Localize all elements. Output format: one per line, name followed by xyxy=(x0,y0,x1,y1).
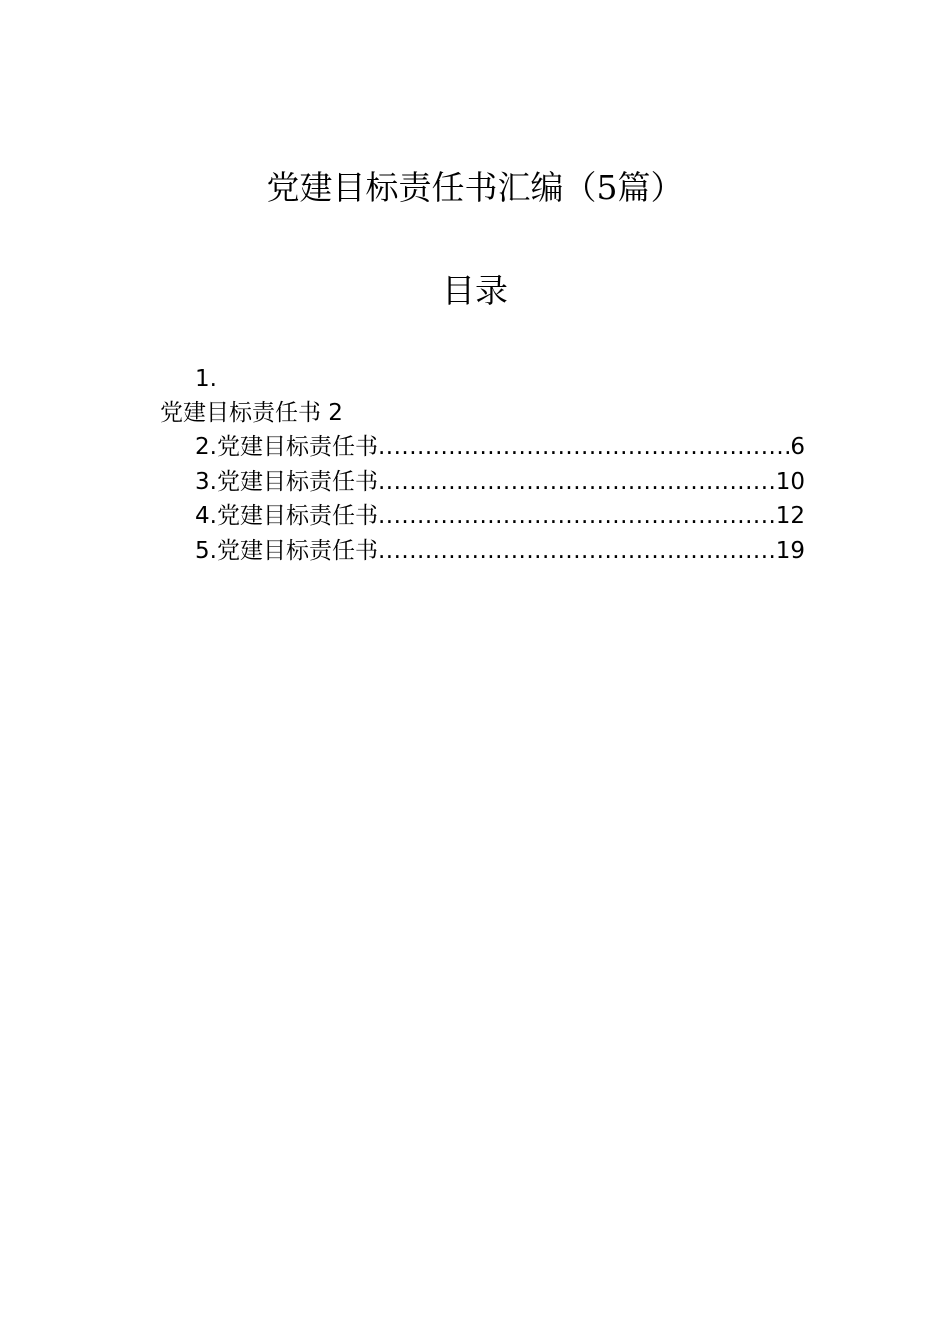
toc-entry-page: 10 xyxy=(775,468,805,495)
dot-leader xyxy=(378,499,776,534)
document-title xyxy=(0,165,950,211)
title-suffix: 篇） xyxy=(617,168,684,207)
toc-entry-label: 3.党建目标责任书 xyxy=(195,468,378,495)
title-number: 5 xyxy=(596,168,618,207)
dot-leader xyxy=(378,534,776,569)
toc-entry-page: 19 xyxy=(775,537,805,564)
title-prefix: 党建目标责任书汇编（ xyxy=(266,168,597,207)
toc-entry-1[interactable] xyxy=(160,362,343,430)
toc-entry-page: 6 xyxy=(790,434,805,460)
dot-leader xyxy=(378,430,790,465)
toc-entry-4[interactable] xyxy=(195,499,805,534)
toc-list xyxy=(195,430,805,568)
toc-entry-3[interactable] xyxy=(195,465,805,500)
toc-entry-1-number: 1. xyxy=(195,366,217,392)
toc-entry-label: 4.党建目标责任书 xyxy=(195,503,378,529)
toc-heading: 目录 xyxy=(442,271,508,310)
toc-entry-5[interactable] xyxy=(195,534,805,569)
toc-entry-page: 12 xyxy=(775,503,805,529)
toc-entry-2[interactable] xyxy=(195,430,805,465)
toc-entry-1-text: 党建目标责任书 2 xyxy=(160,400,343,426)
dot-leader xyxy=(378,465,776,500)
toc-entry-label: 5.党建目标责任书 xyxy=(195,537,378,564)
toc-entry-label: 2.党建目标责任书 xyxy=(195,434,378,460)
